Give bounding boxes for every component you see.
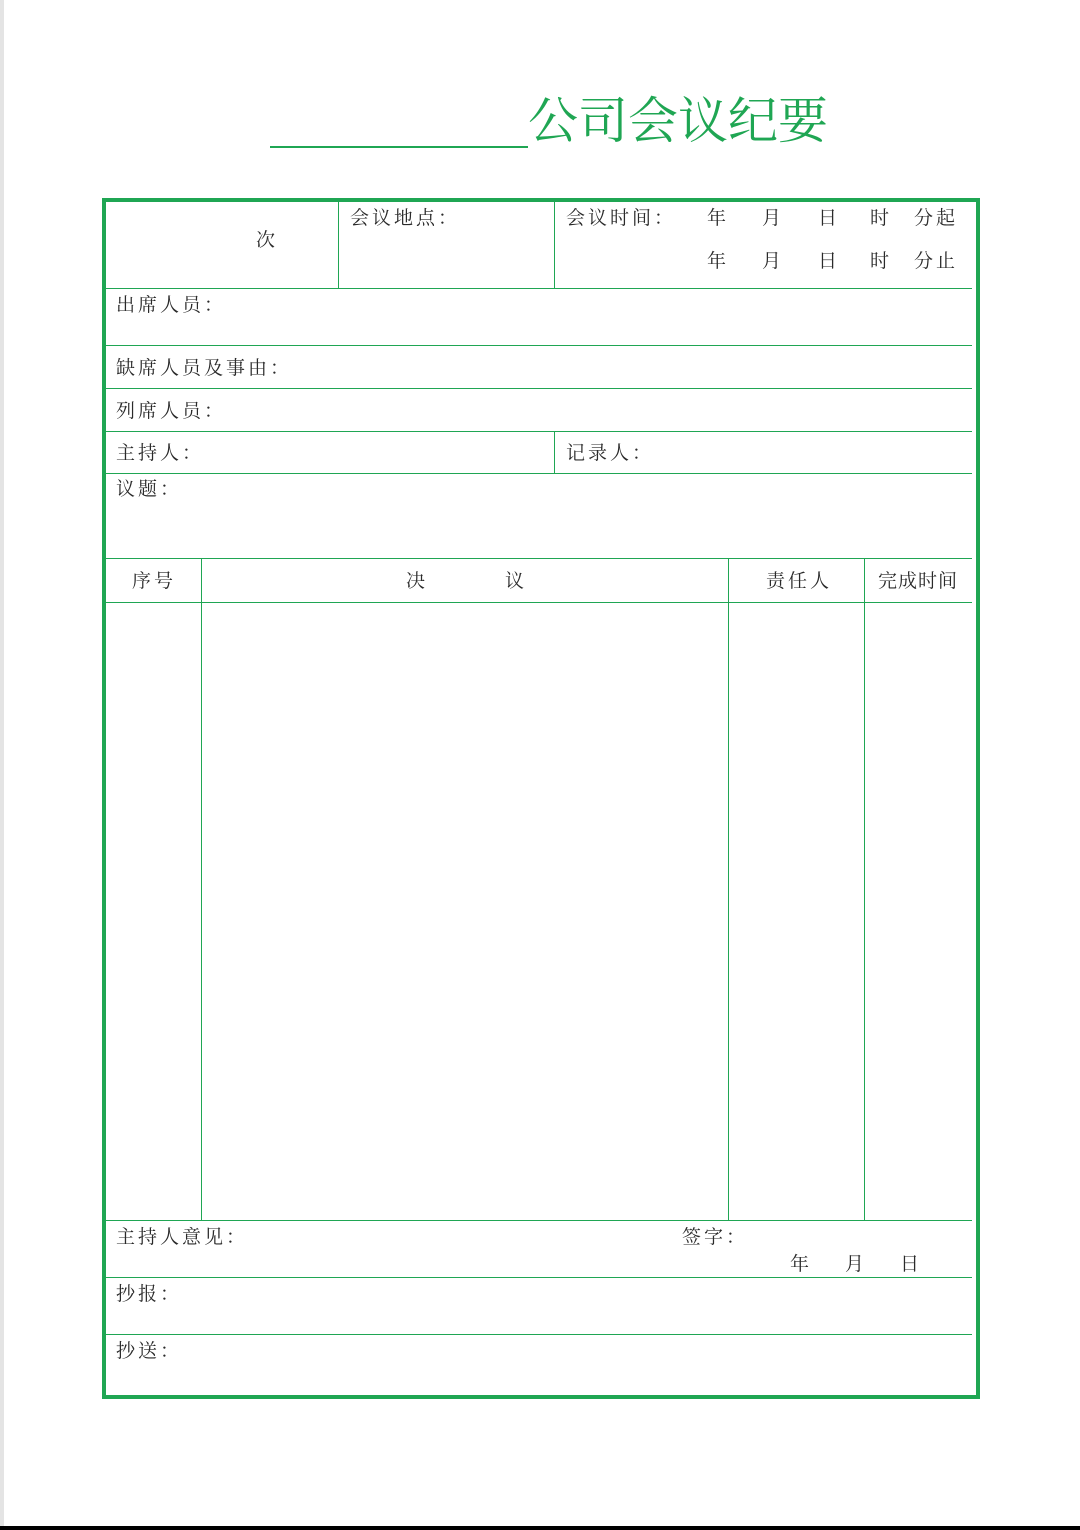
start-minute-label: 分起 (914, 207, 959, 229)
time-label: 会议时间： (566, 207, 677, 229)
signature-month-label: 月 (845, 1253, 868, 1275)
table-header-no: 序号 (132, 570, 177, 592)
start-day-label: 日 (818, 207, 841, 229)
page-title: 公司会议纪要 (528, 92, 828, 150)
column-divider (554, 431, 555, 473)
signature-year-label: 年 (790, 1253, 813, 1275)
report-to-label: 抄报： (116, 1283, 183, 1305)
topic-label: 议题： (116, 478, 183, 500)
recorder-label: 记录人： (566, 442, 655, 464)
row-divider (106, 473, 972, 474)
end-month-label: 月 (762, 250, 785, 272)
table-header-owner: 责任人 (766, 570, 833, 592)
column-divider (201, 558, 202, 1220)
table-header-resolution-1: 决 (406, 570, 429, 592)
host-label: 主持人： (116, 442, 205, 464)
row-divider (106, 1334, 972, 1335)
row-divider (106, 431, 972, 432)
end-hour-label: 时 (870, 250, 893, 272)
signature-day-label: 日 (900, 1253, 923, 1275)
signature-label: 签字： (682, 1226, 749, 1248)
page-edge (0, 0, 4, 1528)
company-name-blank (270, 146, 528, 148)
page-bottom-bar (0, 1526, 1080, 1530)
host-opinion-label: 主持人意见： (116, 1226, 249, 1248)
observers-label: 列席人员： (116, 400, 227, 422)
send-to-label: 抄送： (116, 1340, 183, 1362)
end-minute-label: 分止 (914, 250, 959, 272)
column-divider (554, 202, 555, 288)
absentees-label: 缺席人员及事由： (116, 357, 293, 379)
row-divider (106, 602, 972, 603)
column-divider (728, 558, 729, 1220)
row-divider (106, 388, 972, 389)
start-year-label: 年 (707, 207, 730, 229)
attendees-label: 出席人员： (116, 294, 227, 316)
row-divider (106, 1277, 972, 1278)
end-year-label: 年 (707, 250, 730, 272)
row-divider (106, 288, 972, 289)
row-divider (106, 345, 972, 346)
column-divider (338, 202, 339, 288)
column-divider (864, 558, 865, 1220)
start-hour-label: 时 (870, 207, 893, 229)
start-month-label: 月 (762, 207, 785, 229)
location-label: 会议地点： (350, 207, 461, 229)
table-header-resolution-2: 议 (505, 570, 528, 592)
row-divider (106, 558, 972, 559)
table-header-deadline: 完成时间 (878, 570, 959, 592)
session-count-label: 次 (256, 229, 279, 251)
end-day-label: 日 (818, 250, 841, 272)
row-divider (106, 1220, 972, 1221)
